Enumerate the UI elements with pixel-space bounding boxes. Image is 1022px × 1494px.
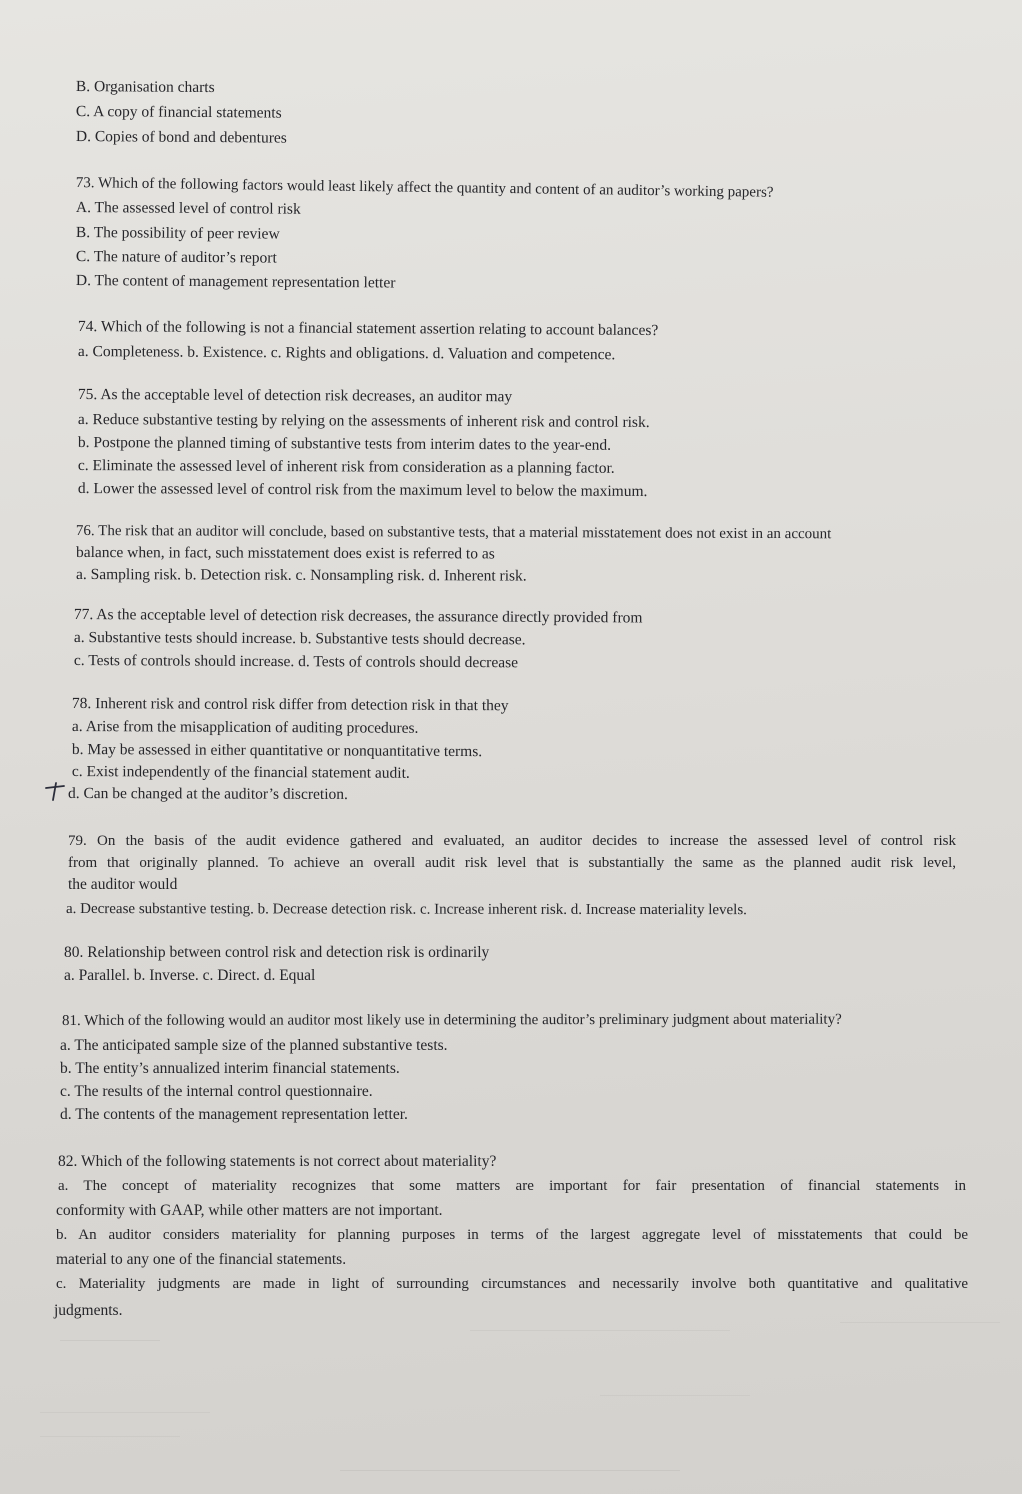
q82-option-a-line-2: conformity with GAAP, while other matters are not important. [56, 1202, 443, 1219]
q81-stem: 81. Which of the following would an auditor most likely use in determining the auditor’s preliminary judgment about materiality? [62, 1011, 842, 1029]
q76-stem-line-1: 76. The risk that an auditor will conclude, based on substantive tests, that a material misstatement does not exist in an account [75, 523, 832, 543]
q77-options-line-2: c. Tests of controls should increase. d. Tests of controls should decrease [73, 652, 519, 672]
q82-option-b-line-2: material to any one of the financial statements. [56, 1251, 347, 1268]
prev-option-c: C. A copy of financial statements [75, 102, 282, 122]
q73-option-a: A. The assessed level of control risk [75, 198, 301, 218]
q79-stem-line-1 [68, 830, 956, 852]
show-through-mark [840, 1322, 1000, 1333]
q82-option-a-line-1-text: a. The concept of materiality recognizes that some matters are important for fair presentation of financial statements in [58, 1178, 966, 1194]
q80-stem: 80. Relationship between control risk and detection risk is ordinarily [64, 944, 490, 961]
q78-option-b: b. May be assessed in either quantitative or nonquantitative terms. [71, 741, 483, 761]
show-through-mark [470, 1330, 730, 1341]
show-through-mark [40, 1412, 210, 1423]
q78-option-c: c. Exist independently of the financial statement audit. [71, 763, 410, 782]
q82-option-c-line-1-text: c. Materiality judgments are made in light of surrounding circumstances and necessarily involve both quantitative and qualitative [56, 1276, 968, 1292]
q75-option-a: a. Reduce substantive testing by relying on the assessments of inherent risk and control risk. [77, 410, 650, 431]
q73-option-b: B. The possibility of peer review [75, 223, 280, 243]
q82-option-b-line-1 [56, 1224, 968, 1246]
q78-stem: 78. Inherent risk and control risk differ from detection risk in that they [71, 695, 509, 715]
q76-stem-line-2: balance when, in fact, such misstatement does exist is referred to as [75, 544, 495, 563]
show-through-mark [340, 1470, 680, 1481]
q74-stem: 74. Which of the following is not a financial statement assertion relating to account balances? [77, 317, 659, 340]
q82-option-c-line-2: judgments. [54, 1302, 123, 1319]
q82-stem: 82. Which of the following statements is not correct about materiality? [58, 1153, 497, 1170]
q78-option-d: d. Can be changed at the auditor’s discretion. [67, 785, 348, 803]
q76-options: a. Sampling risk. b. Detection risk. c. Nonsampling risk. d. Inherent risk. [75, 566, 527, 585]
q79-options: a. Decrease substantive testing. b. Decrease detection risk. c. Increase inherent risk. d. Increase materiality levels. [65, 901, 747, 919]
prev-option-b: B. Organisation charts [75, 77, 215, 97]
q75-option-b: b. Postpone the planned timing of substantive tests from interim dates to the year-end. [77, 433, 612, 454]
prev-option-d: D. Copies of bond and debentures [75, 127, 287, 147]
q77-stem: 77. As the acceptable level of detection risk decreases, the assurance directly provided from [73, 605, 643, 627]
q75-option-d: d. Lower the assessed level of control risk from the maximum level to below the maximum. [77, 479, 648, 500]
q73-option-d: D. The content of management representation letter [75, 271, 396, 292]
q75-stem: 75. As the acceptable level of detection risk decreases, an auditor may [77, 385, 513, 406]
q78-option-a: a. Arise from the misapplication of auditing procedures. [71, 718, 419, 737]
q81-option-c: c. The results of the internal control questionnaire. [60, 1083, 373, 1100]
q79-stem-line-2 [68, 852, 956, 874]
q80-options: a. Parallel. b. Inverse. c. Direct. d. Equal [64, 967, 316, 984]
pen-mark-icon [44, 781, 66, 801]
q81-option-a: a. The anticipated sample size of the planned substantive tests. [60, 1037, 448, 1054]
q73-option-c: C. The nature of auditor’s report [75, 247, 277, 267]
q82-option-a-line-1 [58, 1175, 966, 1197]
q77-options-line-1: a. Substantive tests should increase. b. Substantive tests should decrease. [73, 629, 526, 649]
q75-option-c: c. Eliminate the assessed level of inherent risk from consideration as a planning factor. [77, 456, 615, 477]
q81-option-d: d. The contents of the management representation letter. [60, 1106, 408, 1123]
q79-stem-line-2-text: from that originally planned. To achieve an overall audit risk level that is substantially the same as the planned audit risk level, [68, 855, 956, 871]
show-through-mark [40, 1436, 180, 1447]
show-through-mark [600, 1395, 750, 1406]
q79-stem-line-1-text: 79. On the basis of the audit evidence gathered and evaluated, an auditor decides to increase the assessed level of control risk [68, 833, 956, 849]
show-through-mark [60, 1340, 160, 1351]
q81-option-b: b. The entity’s annualized interim financial statements. [60, 1060, 400, 1077]
q73-stem: 73. Which of the following factors would least likely affect the quantity and content of an auditor’s working papers? [75, 174, 774, 201]
q74-options: a. Completeness. b. Existence. c. Rights and obligations. d. Valuation and competence. [77, 342, 616, 364]
q79-stem-line-3: the auditor would [68, 876, 178, 893]
q82-option-b-line-1-text: b. An auditor considers materiality for planning purposes in terms of the largest aggregate level of misstatements that could be [56, 1227, 968, 1243]
q82-option-c-line-1 [56, 1273, 968, 1295]
